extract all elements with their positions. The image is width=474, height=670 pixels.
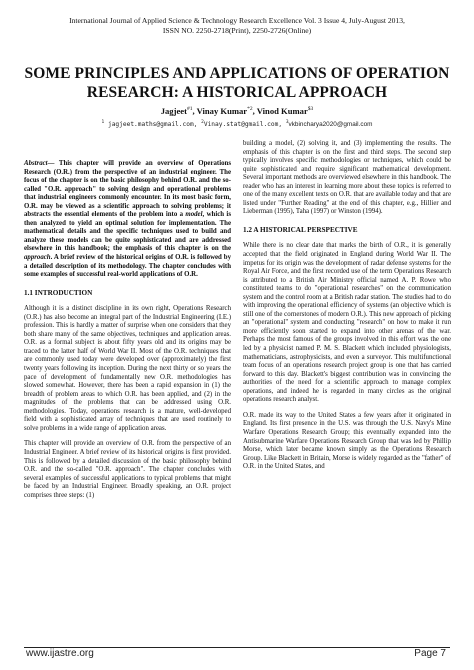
abstract-emphasis: approach: [24, 254, 51, 262]
email-mark: 1: [101, 120, 105, 125]
author-name: Jagjeet: [160, 106, 187, 116]
email-address[interactable]: vkbincharya2020@gmail.com: [288, 121, 373, 129]
author-list: Jagjeet$^{\#1}$, Vinay Kumar$^{*2}$, Vinod Kumar$^{\$3}$: [160, 106, 314, 116]
body-paragraph: O.R. made its way to the United States a few years after it originated in England. Its first presence in the U.S. was through the U.S. Navy's Mine Warfare Operations Research Group; this eventually expanded into the Antisubmarine Warfare Operations Research Group that was led by Phillip Morse, which later became known simply as the Operations Research Group. Like Blackett in Britain, Morse is widely regarded as the "father" of O.R. in the United States, and: [243, 411, 451, 471]
abstract-text: . A brief review of the historical origins of O.R. is followed by a detailed description of its methodology. The chapter concludes with some examples of successful real-world applications of O.R.: [24, 254, 231, 279]
email-address[interactable]: Vinay.stat@gmail.com: [203, 121, 279, 129]
paper-title-line-1: SOME PRINCIPLES AND APPLICATIONS OF OPERATION: [24, 65, 450, 82]
abstract-emphasis: model: [185, 211, 203, 219]
paper-title-line-2: RESEARCH: A HISTORICAL APPROACH: [86, 84, 388, 101]
author-emails: $^1$ jagjeet.maths@gmail.com, $^2$Vinay.stat@gmail.com, $^3$vkbincharya2020@gmail.com: [101, 120, 373, 129]
email-address[interactable]: jagjeet.maths@gmail.com: [107, 121, 194, 129]
section-heading-historical: 1.2 A HISTORICAL PERSPECTIVE: [243, 225, 358, 234]
left-column: [24, 160, 231, 507]
author-name: Vinay Kumar: [196, 106, 248, 116]
abstract-text: , which is then analyzed to yield an optimal solution for implementation. The mathematical details and the specific techniques used to build and analyze these models can be quite sophisticated and are addressed elsewhere in this handbook; the emphasis of this chapter is on the: [24, 211, 231, 253]
author-affiliation-mark: #1: [186, 106, 193, 113]
abstract: [24, 160, 231, 280]
journal-header-line-2: ISSN NO. 2250-2718(Print), 2250-2726(Online): [162, 25, 312, 35]
email-mark: 3: [285, 120, 289, 125]
section-heading-introduction: 1.1 INTRODUCTION: [24, 288, 93, 297]
footer-website-link[interactable]: www.ijastre.org: [26, 648, 94, 659]
body-paragraph: Although it is a distinct discipline in its own right, Operations Research (O.R.) has also become an integral part of the Industrial Engineering (I.E.) profession. This is hardly a matter of surprise when one considers that they both share many of the same objectives, techniques and application areas. O.R. as a formal subject is about fifty years old and its origins may be traced to the latter half of World War II. Most of the O.R. techniques that are commonly used today were developed over (approximately) the first twenty years following its inception. During the next thirty or so years the pace of development of fundamentally new O.R. methodologies has slowed somewhat. However, there has been a rapid expansion in (1) the breadth of problem areas to which O.R. has been applied, and (2) in the magnitudes of the problems that can be addressed using O.R. methodologies. Today, operations research is a mature, well-developed field with a sophisticated array of techniques that are used routinely to solve problems in a wide range of application areas.: [24, 305, 231, 432]
abstract-label: Abstract—: [24, 160, 55, 167]
footer-page-number: Page 7: [414, 648, 446, 659]
paper-title: [20, 64, 454, 102]
right-column: [243, 140, 451, 479]
body-paragraph: While there is no clear date that marks the birth of O.R., it is generally accepted that the field originated in England during World War II. The impetus for its origin was the development of radar defense systems for the Royal Air Force, and the first recorded use of the term Operations Research is attributed to a British Air Ministry official named A. P. Rowe who constituted teams to do "operational researches" on the communication system and the control room at a British radar station. The studies had to do with improving the operational efficiency of systems (an objective which is still one of the cornerstones of modern O.R.). This new approach of picking an "operational" system and conducting "research" on how to make it run more efficiently soon started to expand into other arenas of the war. Perhaps the most famous of the groups involved in this effort was the one led by a physicist named P. M. S. Blackett which included physiologists, mathematicians, astrophysicists, and even a surveyor. This multifunctional team focus of an operations research project group is one that has carried forward to this day. Blackett's biggest contribution was in convincing the authorities of the need for a scientific approach to manage complex operations, and indeed he is regarded in many circles as the original operations research analyst.: [243, 242, 451, 404]
body-paragraph: This chapter will provide an overview of O.R. from the perspective of an Industrial Engineer. A brief review of its historical origins is first provided. This is followed by a detailed discussion of the basic philosophy behind O.R. and the so-called "O.R. approach". The chapter concludes with several examples of successful applications to typical problems that might be faced by an Industrial Engineer. Broadly speaking, an O.R. project comprises three steps: (1): [24, 440, 231, 499]
journal-header: [24, 16, 450, 35]
author-affiliation-mark: $3: [307, 106, 314, 113]
abstract-text: This chapter will provide an overview of Operations Research (O.R.) from the perspective of an industrial engineer. The focus of the chapter is on the basic philosophy behind O.R. and the so-called "O.R. approach" to solving design and operational problems that industrial engineers commonly encounter. In its most basic form, O.R. may be viewed as a scientific approach to solving problems; it abstracts the essential elements of the problem into a: [24, 160, 231, 219]
author-name: Vinod Kumar: [256, 106, 308, 116]
journal-header-line-1: International Journal of Applied Science & Technology Research Excellence Vol. 3 Issue 4, July-August 2013,: [69, 16, 405, 25]
author-affiliation-mark: *2: [247, 106, 253, 113]
email-mark: 2: [201, 120, 204, 125]
body-paragraph: building a model, (2) solving it, and (3) implementing the results. The emphasis of this chapter is on the first and third steps. The second step typically involves specific methodologies or techniques, which could be quite sophisticated and require significant mathematical development. Several important methods are overviewed elsewhere in this handbook. The reader who has an interest in learning more about these topics is referred to one of the many excellent texts on O.R. that are available today and that are listed under "Further Reading" at the end of this chapter, e.g., Hillier and Lieberman (1995), Taha (1997) or Winston (1994).: [243, 140, 451, 216]
